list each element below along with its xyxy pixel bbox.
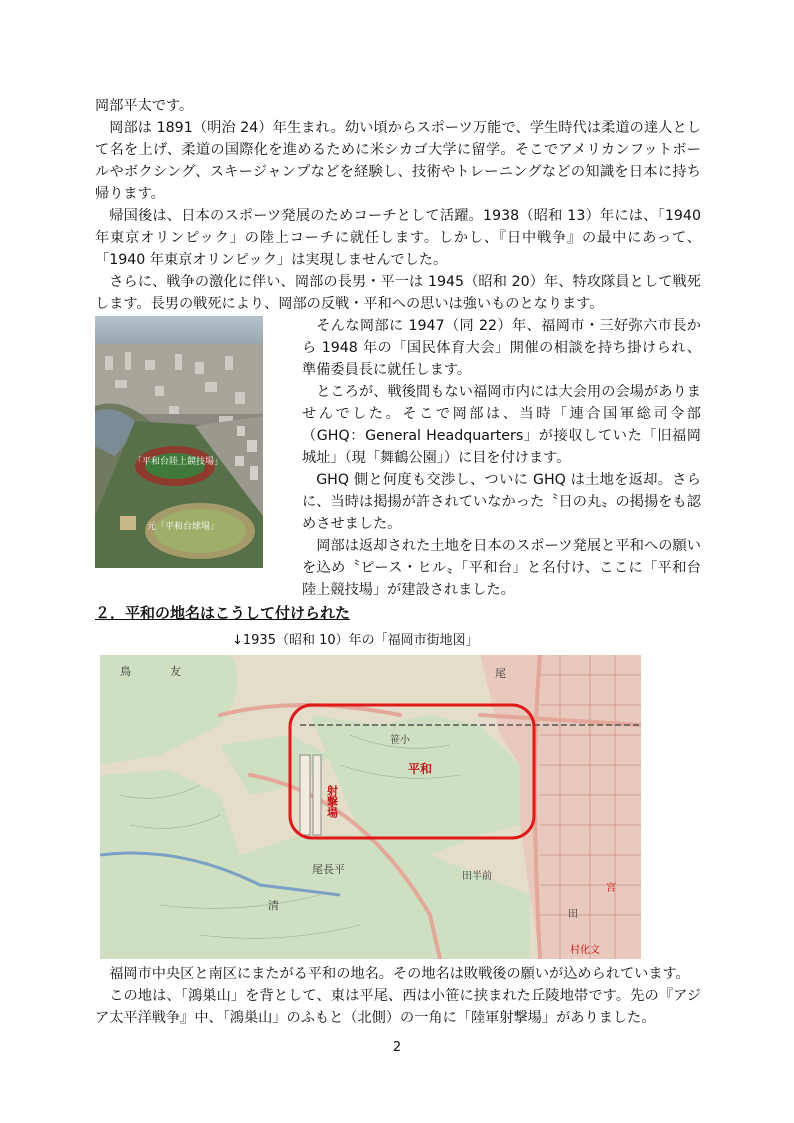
- photo-label-stadium: 「平和台陸上競技場」: [133, 457, 224, 467]
- historical-map: [100, 655, 641, 959]
- paragraph-venue: ところが、戦後間もない福岡市内には大会用の会場がありませんでした。そこで岡部は、当時「連合国軍総司令部（GHQ：General Headquarters」が接収していた「旧福岡城址」（現「舞鶴公園」）に目を付けます。: [302, 384, 701, 466]
- map-caption: ↓1935（昭和 10）年の「福岡市街地図」: [232, 633, 479, 648]
- photo-label-ballpark: 元「平和台球場」: [147, 522, 220, 532]
- paragraph-peace-hill: 岡部は返却された土地を日本のスポーツ発展と平和への願いを込め〝ピース・ヒル〟「平和台」と名付け、ここに「平和台陸上競技場」が建設されました。: [302, 538, 701, 598]
- paragraph-national-sports: そんな岡部に 1947（同 22）年、福岡市・三好弥六市長から 1948 年の「国民体育大会」開催の相談を持ち掛けられ、準備委員長に就任します。: [302, 318, 701, 378]
- map-label-bottom-right: 田: [568, 909, 578, 920]
- paragraph-ghq: GHQ 側と何度も交渉し、ついに GHQ は土地を返却。さらに、当時は掲揚が許されていなかった〝日の丸〟の掲揚をも認めさせました。: [302, 472, 701, 532]
- section-heading: ２．平和の地名はこうして付けられた: [95, 604, 351, 622]
- map-label-top-left-2: 友: [170, 665, 181, 678]
- map-label-hirao: 尾長平: [312, 863, 345, 876]
- map-label-kiyo: 清: [268, 899, 279, 912]
- map-label-ogasa: 笹小: [390, 735, 410, 746]
- page-number: 2: [392, 1040, 402, 1055]
- aerial-photo: [95, 316, 263, 568]
- map-label-right-2: 村化文: [570, 945, 600, 956]
- map-label-top-left-1: 鳥: [120, 665, 131, 678]
- map-label-tanimae: 田半前: [462, 871, 492, 882]
- paragraph-intro-name: 岡部平太です。: [95, 98, 194, 114]
- map-label-okinohama: 尾: [495, 667, 506, 680]
- paragraph-konosuyama: この地は、「鴻巣山」を背として、東は平尾、西は小笹に挟まれた丘陵地帯です。先の『アジア太平洋戦争』中、「鴻巣山」のふもと（北側）の一角に「陸軍射撃場」がありました。: [95, 988, 701, 1026]
- map-label-right-1: 宮: [606, 883, 616, 894]
- map-label-heiwa: 平和: [408, 762, 433, 776]
- paragraph-son: さらに、戦争の激化に伴い、岡部の長男・平一は 1945（昭和 20）年、特攻隊員として戦死します。長男の戦死により、岡部の反戦・平和への思いは強いものとなります。: [95, 274, 701, 312]
- paragraph-biography: 岡部は 1891（明治 24）年生まれ。幼い頃からスポーツ万能で、学生時代は柔道の達人として名を上げ、柔道の国際化を進めるために米シカゴ大学に留学。そこでアメリカンフットボールやボクシング、スキージャンプなどを経験し、技術やトレーニングなどの知識を日本に持ち帰ります。: [95, 120, 701, 202]
- paragraph-coach: 帰国後は、日本のスポーツ発展のためコーチとして活躍。1938（昭和 13）年には、「1940 年東京オリンピック」の陸上コーチに就任します。しかし、『日中戦争』の最中にあって、「1940 年東京オリンピック」は実現しませんでした。: [95, 208, 701, 268]
- map-label-shagekijo: 射撃場: [325, 785, 339, 818]
- paragraph-heiwa-place: 福岡市中央区と南区にまたがる平和の地名。その地名は敗戦後の願いが込められています。: [109, 966, 690, 982]
